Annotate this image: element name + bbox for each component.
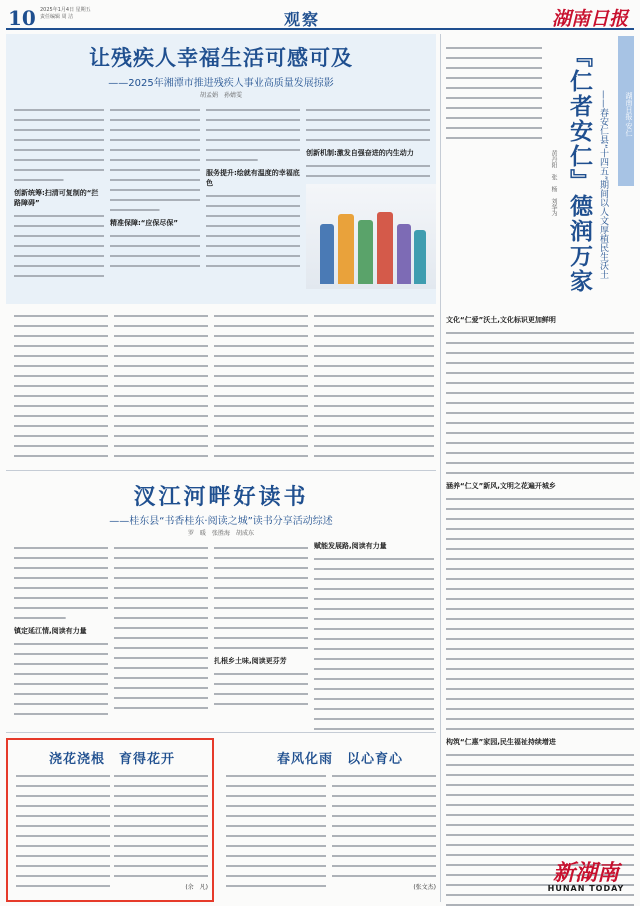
right-article-subhead: 涵养“仁义”新风,文明之花遍开城乡: [446, 482, 556, 490]
top-article-subhead: 创新统筹:扫清可复制的“拦路障碍”: [14, 189, 99, 207]
middle-article-subhead: 镇定延江情,阅读有力量: [14, 627, 87, 635]
middle-article-subhead: 扎根乡土味,阅读更芬芳: [214, 657, 287, 665]
bottom-left-credit: (余 凡): [185, 884, 208, 891]
right-article-intro: [446, 44, 542, 144]
bottom-right-credit: (张文杰): [413, 884, 436, 891]
right-article-subhead: 构筑“仁惠”家园,民生福祉持续增进: [446, 738, 556, 746]
top-article-subtitle: ——2025年湘潭市推进残疾人事业高质量发展掠影: [108, 78, 334, 89]
bottom-right-col-1: [226, 772, 326, 892]
bottom-left-article: [6, 738, 214, 902]
top-article-title: 让残疾人幸福生活可感可及: [89, 46, 353, 70]
illustration-people-image: [306, 184, 436, 289]
right-article-body: [446, 310, 634, 906]
top-article-col-7: [214, 312, 308, 462]
top-article-col-2: [110, 106, 200, 272]
section-divider: [6, 732, 436, 733]
footer-logo-english: HUNAN TODAY: [547, 884, 625, 893]
middle-article-col-3: [214, 544, 308, 710]
newspaper-logo: 湖南日报: [551, 8, 628, 30]
masthead-editor-line: 责任编辑 周 洁: [40, 14, 74, 20]
middle-article-subtitle: ——桂东县“书香桂东·阅读之城”读书分享活动综述: [109, 516, 333, 527]
right-side-tag: 湖南日报·安仁: [618, 36, 634, 186]
right-article-subtitle: ——春安仁县“十四五”期间以人文厚植民生沃土: [598, 90, 608, 280]
masthead: [6, 4, 634, 30]
middle-article-col-1: [14, 544, 108, 720]
top-article-subhead: 创新机制:激发自强奋进的内生动力: [306, 149, 414, 157]
section-divider: [6, 470, 436, 471]
middle-article-byline: 罗 暖 张胜海 胡成东: [187, 530, 254, 537]
top-article-col-4: [306, 106, 430, 182]
bottom-right-title: 春风化雨 以心育心: [276, 752, 403, 767]
right-article-byline: 黄丹阳 张 杨 刘华为: [550, 150, 557, 216]
right-article-subhead: 文化“仁爱”沃土,文化标识更加鲜明: [446, 316, 556, 324]
column-divider: [440, 34, 441, 902]
bottom-right-col-2: [332, 772, 436, 891]
middle-article-col-2: [114, 544, 208, 714]
masthead-date-line: 2025年1月4日 星期五: [40, 7, 91, 13]
top-article-byline: 胡孟娟 孙婧雯: [199, 92, 242, 99]
footer-logo: 新湖南: [552, 860, 619, 886]
bottom-left-col-2: [114, 772, 208, 891]
top-article-col-3: [206, 106, 300, 272]
middle-article-subhead: 赋能发展路,阅读有力量: [314, 542, 387, 550]
top-article: [6, 34, 436, 304]
top-article-subhead: 服务提升:绘就有温度的幸福底色: [206, 169, 300, 187]
section-title: 观察: [284, 10, 321, 29]
top-article-subhead: 精准保障:“应保尽保”: [110, 219, 179, 227]
top-article-col-8: [314, 312, 434, 462]
masthead-date: [40, 7, 91, 21]
top-article-col-5: [14, 312, 108, 462]
top-article-col-1: [14, 106, 104, 282]
right-article-title: 『仁者安仁』德润万家: [566, 44, 593, 294]
middle-article-col-4: [314, 536, 434, 735]
bottom-left-title: 浇花浇根 育得花开: [48, 752, 175, 767]
top-article-col-6: [114, 312, 208, 462]
page-number: 10: [8, 6, 36, 30]
bottom-left-col-1: [16, 772, 110, 892]
middle-article-title: 汊江河畔好读书: [133, 485, 309, 510]
